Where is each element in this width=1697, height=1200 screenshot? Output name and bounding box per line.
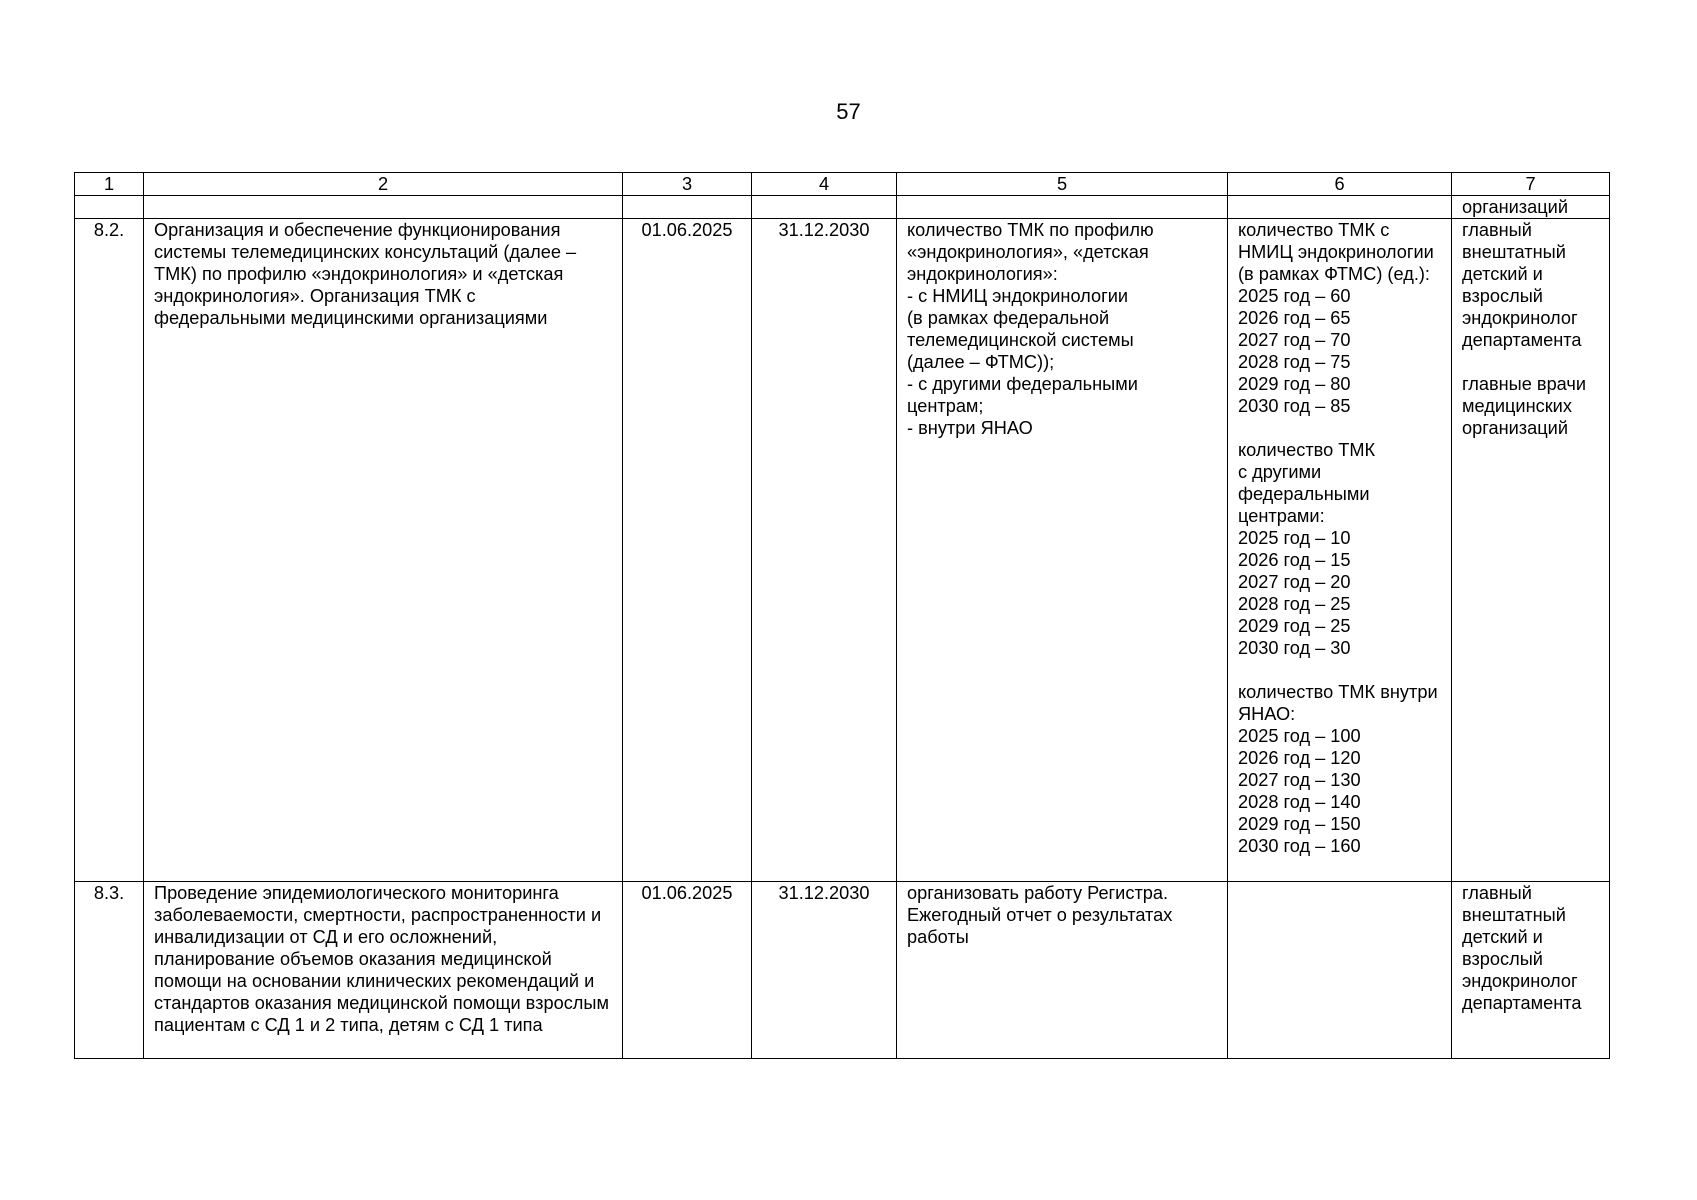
plan-table xyxy=(74,172,1610,1059)
table-cell xyxy=(897,196,1228,219)
page-number: 57 xyxy=(836,99,861,124)
row-responsible: главный внештатный детский и взрослый эндокринолог департамента главные врачи медицинских организаций xyxy=(1452,219,1610,882)
row-result: количество ТМК по профилю «эндокринология», «детская эндокринология»: - с НМИЦ эндокринологии (в рамках федеральной телемедицинской системы (далее – ФТМС)); - с другими федеральными центрам; - внутри ЯНАО xyxy=(897,219,1228,882)
row-description: Организация и обеспечение функционирования системы телемедицинских консультаций (далее – ТМК) по профилю «эндокринология» и «детская эндокринология». Организация ТМК с федеральными медицинскими организациями xyxy=(144,219,623,882)
column-number-row xyxy=(75,173,1610,196)
row-indicator: количество ТМК с НМИЦ эндокринологии (в рамках ФТМС) (ед.): 2025 год – 60 2026 год – 65 2027 год – 70 2028 год – 75 2029 год – 80 2030 год – 85 количество ТМК с другими федеральными центрами: 2025 год – 10 2026 год – 15 2027 год – 20 2028 год – 25 2029 год – 25 2030 год – 30 количество ТМК внутри ЯНАО: 2025 год – 100 2026 год – 120 2027 год – 130 2028 год – 140 2029 год – 150 2030 год – 160 xyxy=(1228,219,1452,882)
row-end-date: 31.12.2030 xyxy=(752,219,897,882)
row-start-date: 01.06.2025 xyxy=(623,219,752,882)
row-result: организовать работу Регистра. Ежегодный отчет о результатах работы xyxy=(897,882,1228,1059)
row-number: 8.3. xyxy=(75,882,144,1059)
row-start-date: 01.06.2025 xyxy=(623,882,752,1059)
column-header: 3 xyxy=(623,173,752,196)
table-row xyxy=(75,882,1610,1059)
table-cell: организаций xyxy=(1452,196,1610,219)
row-end-date: 31.12.2030 xyxy=(752,882,897,1059)
column-header: 4 xyxy=(752,173,897,196)
table-row xyxy=(75,219,1610,882)
row-number: 8.2. xyxy=(75,219,144,882)
table-cell xyxy=(1228,196,1452,219)
column-header: 1 xyxy=(75,173,144,196)
table-cell xyxy=(75,196,144,219)
table-cell xyxy=(752,196,897,219)
row-indicator xyxy=(1228,882,1452,1059)
column-header: 7 xyxy=(1452,173,1610,196)
table-cell xyxy=(623,196,752,219)
row-description: Проведение эпидемиологического мониторинга заболеваемости, смертности, распространенности и инвалидизации от СД и его осложнений, планирование объемов оказания медицинской помощи на основании клинических рекомендаций и стандартов оказания медицинской помощи взрослым пациентам с СД 1 и 2 типа, детям с СД 1 типа xyxy=(144,882,623,1059)
column-header: 6 xyxy=(1228,173,1452,196)
column-header: 5 xyxy=(897,173,1228,196)
row-responsible: главный внештатный детский и взрослый эндокринолог департамента xyxy=(1452,882,1610,1059)
column-header: 2 xyxy=(144,173,623,196)
table-cell xyxy=(144,196,623,219)
continuation-row xyxy=(75,196,1610,219)
